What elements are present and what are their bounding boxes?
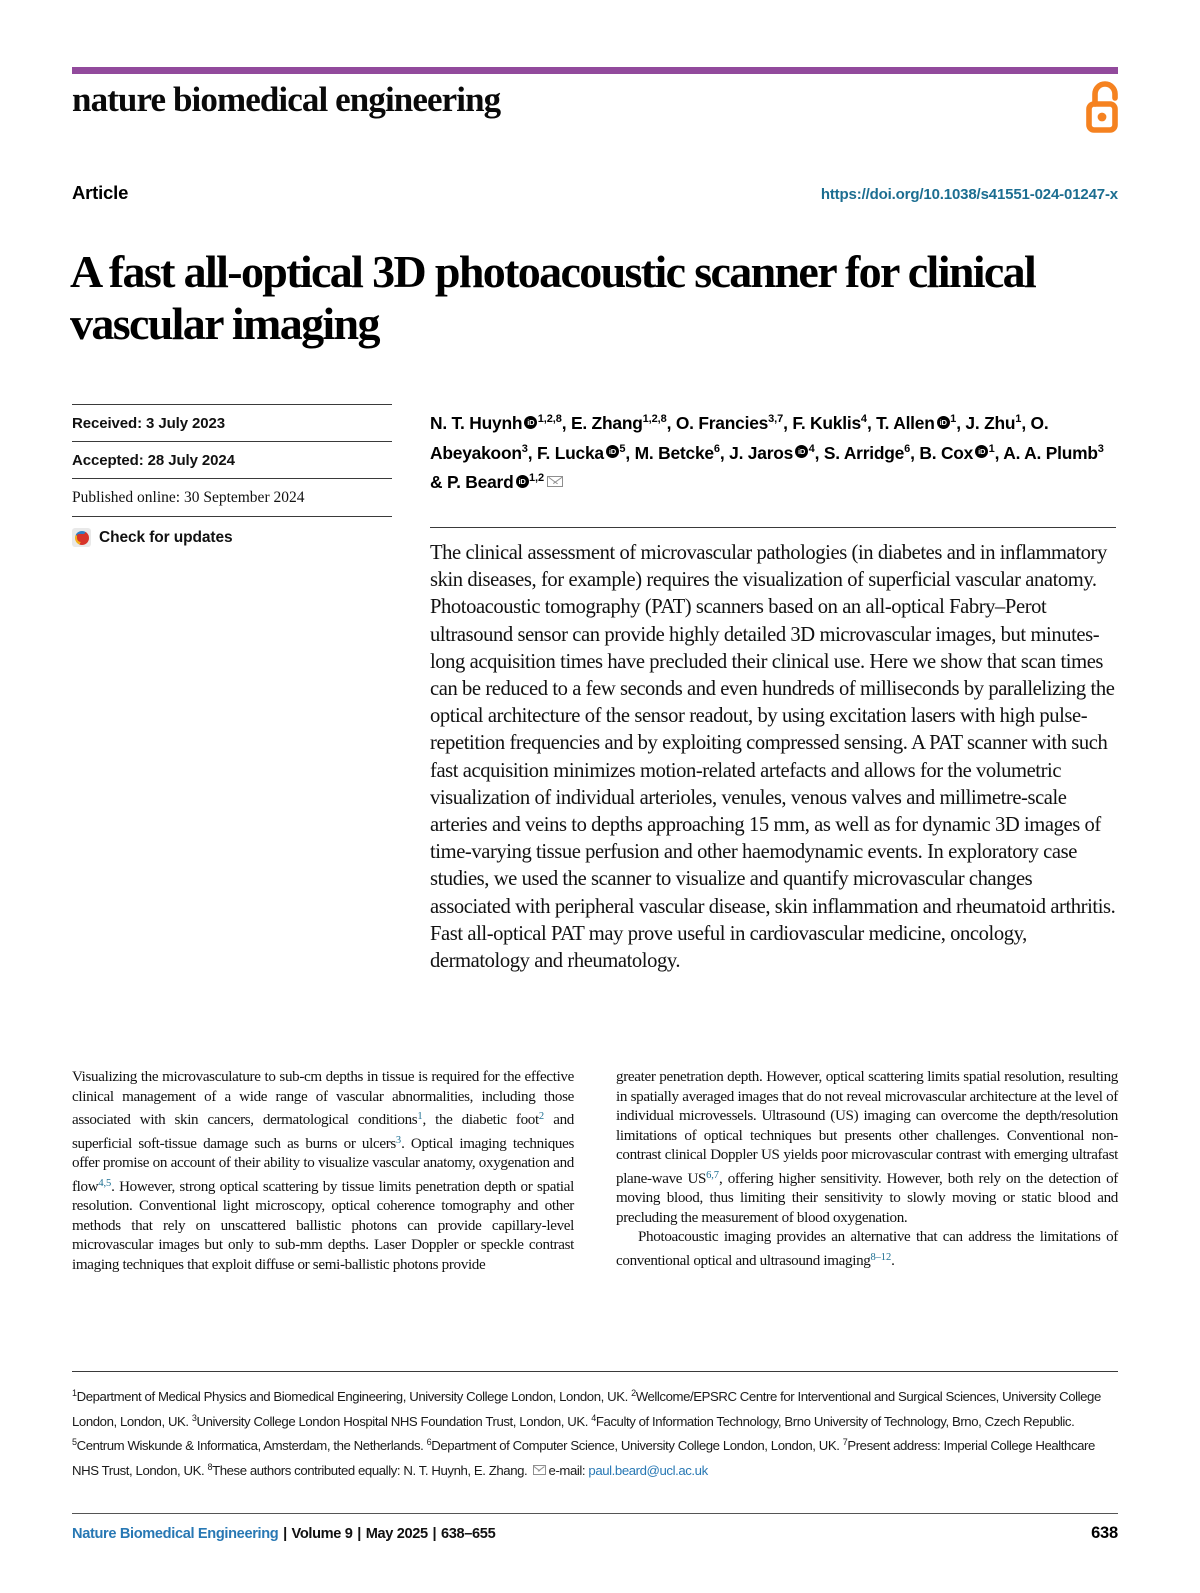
footer-page-range: 638–655 [440,1526,496,1542]
author-affiliation-marker: 1 [1015,413,1022,425]
affiliations-text [72,1383,1118,1481]
author-affiliation-marker: 4 [860,413,867,425]
orcid-icon[interactable] [795,445,808,458]
reference-marker[interactable]: 2 [538,1111,545,1123]
footer-date: May 2025 [365,1526,428,1542]
published-online-date: Published online: 30 September 2024 [72,478,392,516]
crossmark-icon [72,528,91,547]
paragraph-text: , the diabetic foot [422,1112,539,1129]
author-name: , A. A. Plumb [994,442,1098,463]
orcid-icon[interactable] [524,416,537,429]
author-name: N. T. Huynh [430,413,523,433]
paragraph-text: and superficial soft-tissue damage such as burns or ulcers [72,1112,574,1152]
footer-citation [72,1526,495,1542]
paragraph-text: greater penetration depth. However, optical scattering limits spatial resolution, resulting in spatially averaged images that do not reveal microvascular architecture at the level of individual microvessels. Ultrasound (US) imaging can overcome the depth/resolution limitations of optical techniques but presents other challenges. Conventional non-contrast clinical Doppler US yields poor microvascular contrast with emerging ultrafast plane-wave US [616,1069,1118,1187]
author-affiliation-marker: 1 [950,413,957,425]
affiliation-entry: University College London Hospital NHS Foundation Trust, London, UK. [196,1413,592,1429]
orcid-icon[interactable] [937,416,950,429]
reference-marker[interactable]: 6,7 [706,1169,719,1181]
article-header-row [72,182,1118,204]
affiliation-marker: 6 [426,1437,432,1447]
open-access-lock-icon [1082,80,1128,134]
author-name: , E. Zhang [561,413,643,433]
footer-volume: Volume 9 [291,1526,353,1542]
author-name: , O. Francies [666,413,769,433]
affiliation-entry: Faculty of Information Technology, Brno University of Technology, Brno, Czech Republic. [595,1413,1075,1429]
check-for-updates-button[interactable] [72,516,392,547]
publication-dates-rail [72,404,392,547]
paragraph-text: Photoacoustic imaging provides an alternative that can address the limitations of conventional optical and ultrasound imaging [616,1229,1118,1269]
journal-masthead-title: nature biomedical engineering [72,80,501,119]
author-name: , S. Arridge [814,442,905,463]
paragraph-text: . Optical imaging techniques offer promise on account of their ability to visualize vascular anatomy, oxygenation and flow [72,1135,574,1195]
footer-separator: | [353,1526,365,1542]
author-affiliation-marker: 6 [713,442,720,455]
reference-marker[interactable]: 3 [395,1134,402,1146]
email-label: e-mail: [548,1462,589,1478]
author-name: & P. Beard [430,472,514,492]
body-column-right [616,1068,1118,1275]
author-list [430,407,1120,496]
affiliation-entry: Department of Medical Physics and Biomedical Engineering, University College London, London, UK. [76,1389,632,1404]
orcid-icon[interactable] [516,475,529,488]
affiliation-marker: 5 [72,1437,77,1447]
author-name: , T. Allen [866,413,935,433]
footer-separator: | [279,1526,291,1542]
affiliation-entry: Present address: Imperial College Healthcare NHS Trust, London, UK. [72,1438,1095,1478]
reference-marker[interactable]: 8–12 [870,1251,892,1263]
paragraph-text: Visualizing the microvasculature to sub-cm depths in tissue is required for the effective clinical management of a wide range of vascular abnormalities, including those associated with skin cancers, dermatological conditions [72,1069,574,1129]
author-name: , J. Jaros [719,442,794,463]
affiliation-marker: 8 [207,1461,213,1472]
check-for-updates-label: Check for updates [99,528,233,546]
author-name: , F. Kuklis [783,413,861,433]
email-envelope-icon [533,1465,546,1475]
corresponding-author-envelope-icon[interactable] [547,476,563,487]
paragraph [72,1068,574,1275]
page-number: 638 [1091,1524,1118,1542]
footer-journal-name[interactable]: Nature Biomedical Engineering [72,1526,279,1542]
paragraph [616,1068,1118,1228]
footer-separator: | [428,1526,440,1542]
author-name: , O. Abeyakoon [430,413,1049,463]
doi-link[interactable]: https://doi.org/10.1038/s41551-024-01247-x [820,186,1118,203]
corresponding-email-link[interactable]: paul.beard@ucl.ac.uk [588,1462,708,1478]
abstract-section [430,527,1116,975]
affiliation-marker: 4 [591,1412,596,1423]
article-type-label: Article [72,182,129,203]
affiliation-entry: These authors contributed equally: N. T. Huynh, E. Zhang. [212,1462,531,1478]
affiliation-marker: 1 [72,1388,77,1398]
orcid-icon[interactable] [606,445,619,458]
paragraph-text: , offering higher sensitivity. However, both rely on the detection of moving blood, thus limiting their sensitivity to slowly moving or static blood and precluding the measurement of blood oxygenation. [616,1170,1118,1226]
affiliation-entry: Centrum Wiskunde & Informatica, Amsterdam, the Netherlands. [76,1438,427,1453]
author-name: , B. Cox [910,442,974,463]
paragraph-text: . [891,1252,895,1269]
author-name: , F. Lucka [527,442,604,463]
page-title: A fast all-optical 3D photoacoustic scanner for clinical vascular imaging [70,245,1036,349]
paragraph [616,1228,1118,1271]
author-affiliation-marker: 1,2,8 [642,413,667,425]
affiliation-entry: Department of Computer Science, University College London, London, UK. [431,1438,843,1453]
author-affiliation-marker: 3 [521,442,528,455]
affiliations-section [72,1371,1118,1481]
body-column-left [72,1068,574,1275]
paragraph-text: . However, strong optical scattering by tissue limits penetration depth or spatial resolution. Conventional light microscopy, optical coherence tomography and other methods that rely on unscattered ballistic photons can provide capillary-level microvascular images but only to sub-mm depths. Laser Doppler or speckle contrast imaging techniques that exploit diffuse or semi-ballistic photons provide [72,1178,574,1273]
orcid-icon[interactable] [975,445,988,458]
author-affiliation-marker: 1,2,8 [537,413,562,425]
page-footer [72,1513,1118,1543]
author-affiliation-marker: 4 [808,442,815,455]
reference-marker[interactable]: 4,5 [98,1177,112,1189]
abstract-text: The clinical assessment of microvascular pathologies (in diabetes and in inflammatory skin diseases, for example) requires the visualization of superficial vascular anatomy. Photoacoustic tomography (PAT) scanners based on an all-optical Fabry–Perot ultrasound sensor can provide highly detailed 3D microvascular images, but minutes-long acquisition times have precluded their clinical use. Here we show that scan times can be reduced to a few seconds and even hundreds of milliseconds by parallelizing the optical architecture of the sensor readout, by using excitation lasers with high pulse-repetition frequencies and by exploiting compressed sensing. A PAT scanner with such fast acquisition minimizes motion-related artefacts and allows for the volumetric visualization of individual arterioles, venules, venous valves and millimetre-scale arteries and veins to depths approaching 15 mm, as well as for dynamic 3D images of time-varying tissue perfusion and other haemodynamic events. In exploratory case studies, we used the scanner to visualize and quantify microvascular changes associated with peripheral vascular disease, skin inflammation and rheumatoid arthritis. Fast all-optical PAT may prove useful in cardiovascular medicine, oncology, dermatology and rheumatology. [430,542,1116,973]
author-affiliation-marker: 6 [904,442,911,455]
author-affiliation-marker: 3,7 [768,413,784,425]
author-name: , J. Zhu [956,413,1016,433]
reference-marker[interactable]: 1 [417,1111,423,1123]
affiliation-marker: 3 [191,1412,197,1423]
affiliation-marker: 7 [842,1437,848,1447]
author-name: , M. Betcke [625,442,714,463]
received-date: Received: 3 July 2023 [72,404,392,441]
author-affiliation-marker: 1 [988,442,995,455]
author-affiliation-marker: 3 [1097,442,1104,455]
body-columns [72,1068,1118,1275]
affiliation-marker: 2 [631,1388,636,1398]
masthead-accent-rule [72,67,1118,74]
author-affiliation-marker: 1,2 [529,472,545,484]
accepted-date: Accepted: 28 July 2024 [72,441,392,478]
affiliation-entry: Wellcome/EPSRC Centre for Interventional and Surgical Sciences, University College London, London, UK. [72,1389,1101,1429]
author-affiliation-marker: 5 [619,442,626,455]
